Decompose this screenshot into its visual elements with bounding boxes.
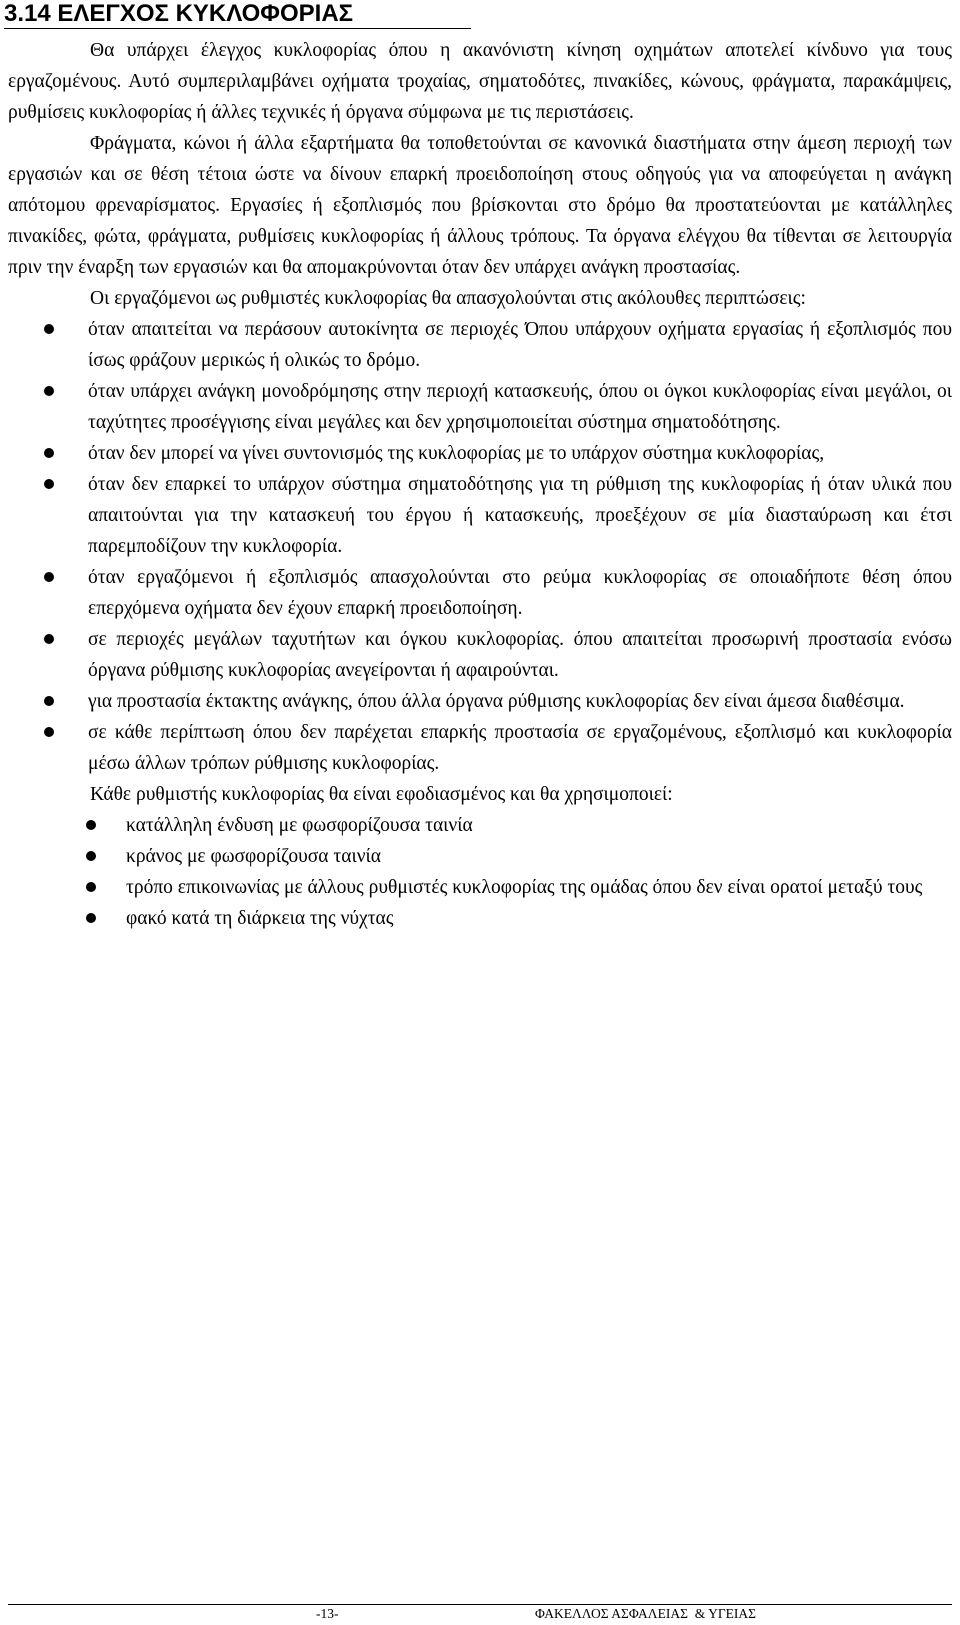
bullet-icon [44, 448, 54, 458]
list-item-text: όταν δεν επαρκεί το υπάρχον σύστημα σηματοδότησης για τη ρύθμιση της κυκλοφορίας ή όταν υλικά που απαιτούνται για την κατασκευή του έργου ή κατασκευής, προεξέχουν σε μία διασταύρωση και έτσι παρεμποδίζουν την κυκλοφορία. [88, 474, 952, 557]
section-body [8, 35, 952, 934]
bullet-icon [44, 634, 54, 644]
list-item [8, 376, 952, 438]
barriers-paragraph [8, 128, 952, 283]
list-item [8, 438, 952, 469]
bullet-icon [44, 386, 54, 396]
list-item-text: κατάλληλη ένδυση με φωσφορίζουσα ταινία [126, 815, 473, 836]
bullet-icon [44, 479, 54, 489]
equipment-list [8, 810, 952, 934]
list-item-text: φακό κατά τη διάρκεια της νύχτας [126, 908, 394, 929]
list-item-text: για προστασία έκτακτης ανάγκης, όπου άλλα όργανα ρύθμισης κυκλοφορίας δεν είναι άμεσα διαθέσιμα. [88, 691, 905, 712]
list-item [8, 562, 952, 624]
list-item [8, 624, 952, 686]
equipment-intro: Κάθε ρυθμιστής κυκλοφορίας θα είναι εφοδιασμένος και θα χρησιμοποιεί: [90, 784, 673, 805]
bullet-icon [44, 324, 54, 334]
list-item-text: σε κάθε περίπτωση όπου δεν παρέχεται επαρκής προστασία σε εργαζομένους, εξοπλισμό και κυκλοφορία μέσω άλλων τρόπων ρύθμισης κυκλοφορίας. [88, 722, 952, 774]
barriers-paragraph-text: Φράγματα, κώνοι ή άλλα εξαρτήματα θα τοποθετούνται σε κανονικά διαστήματα στην άμεση περιοχή των εργασιών και σε θέση τέτοια ώστε να δίνουν επαρκή προειδοποίηση στους οδηγούς για να αποφεύγεται η ανάγκη απότομου φρεναρίσματος. Εργασίες ή εξοπλισμός που βρίσκονται στο δρόμο θα προστατεύονται με κατάλληλες πινακίδες, φώτα, φράγματα, ρυθμίσεις κυκλοφορίας ή άλλους τρόπους. Τα όργανα ελέγχου θα τίθενται σε λειτουργία πριν την έναρξη των εργασιών και θα απομακρύνονται όταν δεν υπάρχει ανάγκη προστασίας. [8, 133, 952, 278]
flaggers-paragraph: Οι εργαζόμενοι ως ρυθμιστές κυκλοφορίας θα απασχολούνται στις ακόλουθες περιπτώσεις: [90, 288, 806, 309]
list-item [8, 841, 952, 872]
list-item-text: σε περιοχές μεγάλων ταχυτήτων και όγκου κυκλοφορίας. όπου απαιτείται προσωρινή προστασία ενόσω όργανα ρύθμισης κυκλοφορίας ανεγείρονται ή αφαιρούνται. [88, 629, 952, 681]
list-item-text: όταν απαιτείται να περάσουν αυτοκίνητα σε περιοχές Όπου υπάρχουν οχήματα εργασίας ή εξοπλισμός που ίσως φράζουν μερικώς ή ολικώς το δρόμο. [88, 319, 952, 371]
list-item [8, 717, 952, 779]
list-item [8, 469, 952, 562]
list-item [8, 903, 952, 934]
list-item-text: όταν υπάρχει ανάγκη μονοδρόμησης στην περιοχή κατασκευής, όπου οι όγκοι κυκλοφορίας είναι μεγάλοι, οι ταχύτητες προσέγγισης είναι μεγάλες και δεν χρησιμοποιείται σύστημα σηματοδότησης. [88, 381, 952, 433]
heading-underline [4, 28, 471, 29]
footer-document-title: ΦΑΚΕΛΛΟΣ ΑΣΦΑΛΕΙΑΣ & ΥΓΕΙΑΣ [535, 1606, 756, 1621]
bullet-icon [44, 572, 54, 582]
bullet-icon [44, 696, 54, 706]
bullet-icon [86, 851, 96, 861]
intro-paragraph: Θα υπάρχει έλεγχος κυκλοφορίας όπου η ακανόνιστη κίνηση οχημάτων αποτελεί κίνδυνο για τους εργαζομένους. Αυτό συμπεριλαμβάνει οχήματα τροχαίας, σηματοδότες, πινακίδες, κώνους, φράγματα, παρακάμψεις, ρυθμίσεις κυκλοφορίας ή άλλες τεχνικές ή όργανα σύμφωνα με τις περιστάσεις. [8, 40, 952, 123]
list-item [8, 872, 952, 903]
footer-rule [8, 1604, 952, 1605]
list-item [8, 314, 952, 376]
list-item-text: όταν δεν μπορεί να γίνει συντονισμός της κυκλοφορίας με το υπάρχον σύστημα κυκλοφορίας, [88, 443, 825, 464]
list-item-text: κράνος με φωσφορίζουσα ταινία [126, 846, 381, 867]
cases-list [8, 314, 952, 779]
section-heading: 3.14 ΕΛΕΓΧΟΣ ΚΥΚΛΟΦΟΡΙΑΣ [4, 0, 354, 27]
page-number: -13- [316, 1606, 339, 1621]
bullet-icon [86, 913, 96, 923]
list-item [8, 686, 952, 717]
bullet-icon [44, 727, 54, 737]
bullet-icon [86, 882, 96, 892]
bullet-icon [86, 820, 96, 830]
list-item [8, 810, 952, 841]
list-item-text: όταν εργαζόμενοι ή εξοπλισμός απασχολούνται στο ρεύμα κυκλοφορίας σε οποιαδήποτε θέση όπου επερχόμενα οχήματα δεν έχουν επαρκή προειδοποίηση. [88, 567, 952, 619]
list-item-text: τρόπο επικοινωνίας με άλλους ρυθμιστές κυκλοφορίας της ομάδας όπου δεν είναι ορατοί μεταξύ τους [126, 877, 923, 898]
